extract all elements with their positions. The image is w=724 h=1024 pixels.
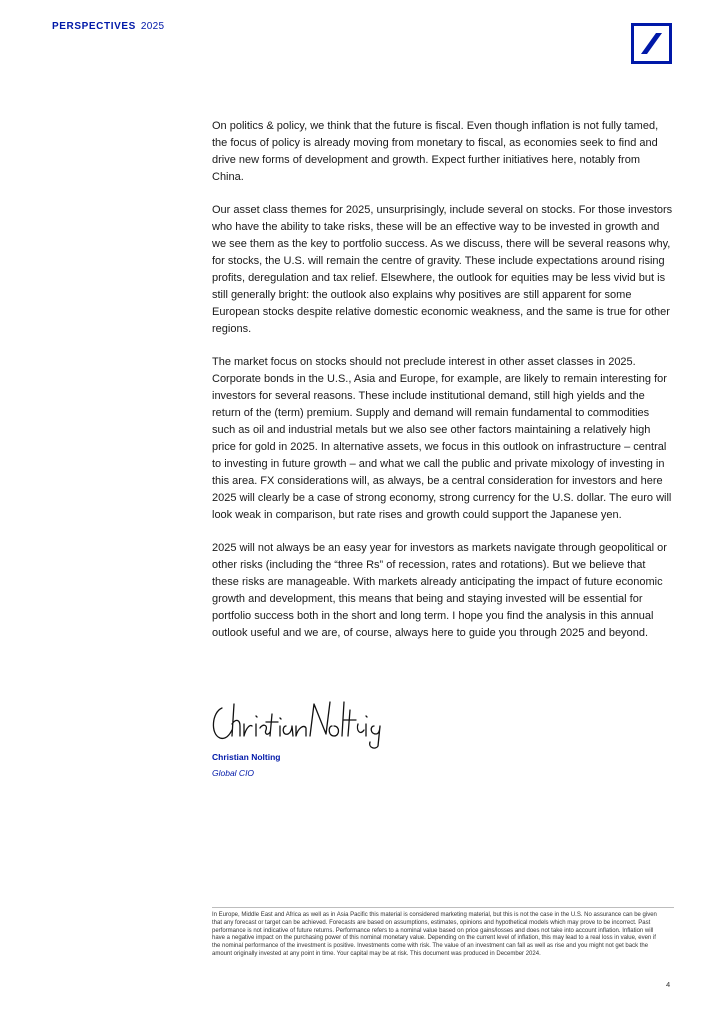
page-number: 4: [666, 980, 671, 989]
signature-icon: [208, 694, 388, 750]
paragraph-outlook-conclusion: 2025 will not always be an easy year for investors as markets navigate through geopolitical or other risks (including the “three Rs” of recession, rates and rotations). But we believe that these risks are manageable. With markets already anticipating the impact of future economic growth and development, this means that being and staying invested will be essential for portfolio success both in the short and long term. I hope you find the analysis in this annual outlook useful and we are, of course, always here to guide you through 2025 and beyond.: [212, 542, 667, 639]
letter-body: [212, 118, 674, 658]
footer-divider: [212, 907, 674, 908]
paragraph-asset-class-themes: Our asset class themes for 2025, unsurprisingly, include several on stocks. For those investors who have the ability to take risks, these will be an effective way to be invested in growth and we see them as the key to portfolio success. As we discuss, there will be several reasons why, for stocks, the U.S. will remain the centre of gravity. These include expectations around rising profits, deregulation and tax relief. Elsewhere, the outlook for equities may be less vivid but is still generally bright: the outlook also explains why positives are still apparent for some European stocks despite relative domestic economic weakness, and the same is true for other regions.: [212, 204, 673, 335]
header-year: 2025: [140, 21, 165, 32]
header-title: PERSPECTIVES: [52, 21, 136, 32]
deutsche-bank-logo-icon: [631, 23, 672, 64]
disclaimer-text: In Europe, Middle East and Africa as well as in Asia Pacific this material is considered marketing material, but this is not the case in the U.S. No assurance can be given that any forecast or target can be achieved. Forecasts are based on assumptions, estimates, opinions and hypothetical models which may prove to be incorrect. Past performance is not indicative of future returns. Performance refers to a nominal value based on price gains/losses and does not take into account inflation. Inflation will have a negative impact on the purchasing power of this nominal monetary value. Depending on the current level of inflation, this may lead to a real loss in value, even if the nominal performance of the investment is positive. Investments come with risk. The value of an investment can fall as well as rise and you might not get back the amount originally invested at any point in time. Your capital may be at risk. This document was produced in December 2024.: [212, 912, 657, 957]
paragraph-other-asset-classes: The market focus on stocks should not preclude interest in other asset classes in 2025. Corporate bonds in the U.S., Asia and Europe, for example, are likely to remain interesting for investors for several reasons. These include institutional demand, still high yields and the return of the (term) premium. Supply and demand will remain fundamental to commodities such as oil and industrial metals but we also see other factors maintaining a relatively high price for gold in 2025. In alternative assets, we focus in this outlook on infrastructure – central to investing in future growth – and what we call the public and private mixology of investing in this area. FX considerations will, as always, be a central consideration for investors and here 2025 will clearly be a case of strong economy, strong currency for the U.S. dollar. The euro will look weak in comparison, but rate rises and growth could support the Japanese yen.: [212, 356, 672, 521]
signatory-name: Christian Nolting: [212, 752, 281, 762]
page-header: [52, 21, 164, 32]
signatory-role: Global CIO: [212, 768, 255, 778]
paragraph-politics-policy: On politics & policy, we think that the future is fiscal. Even though inflation is not fully tamed, the focus of policy is already moving from monetary to fiscal, as economies seek to find and drive new forms of development and growth. Expect further initiatives here, notably from China.: [212, 120, 659, 183]
